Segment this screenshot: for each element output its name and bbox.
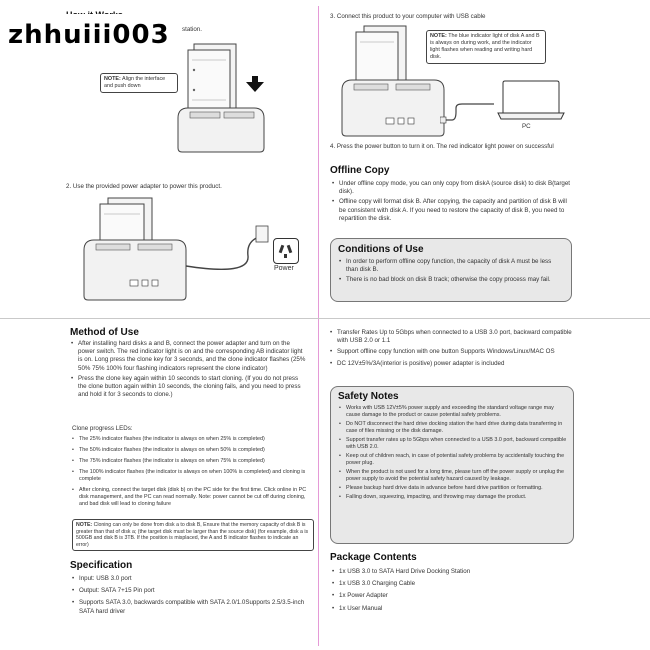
watermark-logo [0,14,180,56]
pc-label: PC [522,123,531,130]
method-item: • Press the clone key again within 10 seconds to start cloning. (If you do not press the clone button again within 10 seconds, the cloning fails, and you need to press and hold it for 3 seconds to clone.) [71,375,307,400]
offline-item: • Offline copy will format disk B. After copying, the capacity and partition of disk B will be consistent with disk A. If you need to restore the capacity of disk B, you need to repartition the disk. [332,198,574,223]
package-item: • 1x USB 3.0 Charging Cable [332,580,572,588]
outlet-slot-left [279,245,285,254]
led-item: • After cloning, connect the target disk (disk b) on the PC side for the first time. Click online in PC disk management, and the PC can read normally. Note: power cannot be cut off during cloning, and bad disk will lead to cloning failure [72,487,308,508]
note-text: Align the interface and push down [104,76,166,89]
method-of-use-title: Method of Use [70,327,139,338]
clone-leds-list [72,436,308,508]
package-item: • 1x Power Adapter [332,592,572,600]
safety-item: • Works with USB 12V±5% power supply and exceeding the standard voltage range may cause damage to the product or cause potential safety problems. [339,405,567,419]
usb-note-label: NOTE: [430,33,447,39]
conditions-list [339,258,563,285]
safety-notes-list [339,405,567,501]
led-item: • The 75% indicator flashes (the indicator is always on when 75% is completed) [72,458,308,465]
spec-item: • Output: SATA 7+15 Pin port [72,587,308,595]
offline-copy-title: Offline Copy [330,165,390,176]
outlet-slot-right [287,245,293,254]
page-divider-vertical [318,6,319,646]
spec-item: • Supports SATA 3.0, backwards compatible with SATA 2.0/1.0Supports 2.5/3.5-inch SATA hard driver [72,599,308,615]
safety-item: • Please backup hard drive data in advance before hard drive partition or formatting. [339,485,567,492]
package-item: • 1x User Manual [332,605,572,613]
safety-notes-box [330,386,574,544]
condition-item: • In order to perform offline copy function, the capacity of disk A must be less than disk B. [339,258,563,274]
usb-cable-illustration [440,102,500,132]
offline-item: • Under offline copy mode, you can only copy from diskA (source disk) to disk B(target disk). [332,180,574,196]
led-item: • The 25% indicator flashes (the indicator is always on when 25% is completed) [72,436,308,443]
safety-item: • Keep out of children reach, in case of potential safety problems by accidentally touching the power plug. [339,453,567,467]
power-label: Power [274,265,294,272]
insert-note [100,73,178,93]
outlet-ground [284,254,287,258]
spec-cont-item: • DC 12V±5%/3A(interior is positive) power adapter is included [330,360,574,368]
outlet-icon [273,238,299,264]
clone-note-text: Cloning can only be done from disk a to disk B, Ensure that the memory capacity of disk B is greater than that of disk a; (the target disk must be larger than the source disk) (for example, disk a is 500GB and disk B is 3TB. If the position is misplaced, the A and B indicator flashes to indicate an error) [76,522,309,548]
led-item: • The 50% indicator flashes (the indicator is always on when 50% is completed) [72,447,308,454]
spec-continued-list [330,329,574,368]
usb-note [426,30,546,64]
spec-cont-item: • Transfer Rates Up to 5Gbps when connected to a USB 3.0 port, backward compatible with USB 2.0 or 1.1 [330,329,574,345]
condition-item: • There is no bad block on disk B track; otherwise the copy process may fail. [339,276,563,284]
safety-item: • Support transfer rates up to 5Gbps when connected to a USB 3.0 port, backward compatible with USB 2.0. [339,437,567,451]
step1-tail-text: station. [182,26,202,33]
led-item: • The 100% indicator flashes (the indicator is always on when 100% is completed) and cloning is complete [72,469,308,483]
note-label: NOTE: [104,76,121,82]
spec-cont-item: • Support offline copy function with one button Supports Windows/Linux/MAC OS [330,348,574,356]
offline-copy-list [332,180,574,223]
step4-text: 4. Press the power button to turn it on. The red indicator light power on successful [330,143,554,150]
page-divider-horizontal [0,318,650,319]
method-list [71,340,307,399]
clone-leds-heading: Clone progress LEDs: [72,425,133,432]
safety-item: • When the product is not used for a long time, please turn off the power supply or unplug the power supply to avoid the potential safety hazard caused by leakage. [339,469,567,483]
watermark-text: zhhuiii003 [8,20,170,50]
dock-insert-illustration [172,40,272,155]
package-contents-list [332,568,572,613]
step3-text: 3. Connect this product to your computer with USB cable [330,13,486,20]
package-contents-title: Package Contents [330,552,417,563]
step2-text: 2. Use the provided power adapter to power this product. [66,183,222,190]
conditions-title: Conditions of Use [338,244,424,255]
method-item: • After installing hard disks a and B, connect the power adapter and turn on the power switch. The red indicator light is on and the corresponding AB indicator light is on. Long press the clone key for 3 seconds, and the clone indicator flashes (25% 50% 75% 100% four flashing indicators represent the clone indicator) [71,340,307,373]
safety-notes-title: Safety Notes [338,391,399,402]
conditions-box [330,238,572,302]
clone-note-label: NOTE: [76,522,93,528]
package-item: • 1x USB 3.0 to SATA Hard Drive Docking Station [332,568,572,576]
laptop-icon [497,79,565,125]
safety-item: • Do NOT disconnect the hard drive docking station the hard drive during data transferring in case of files missing or the disk damage. [339,421,567,435]
safety-item: • Falling down, squeezing, impacting, and throwing may damage the product. [339,494,567,501]
specification-list [72,575,308,616]
specification-title: Specification [70,560,133,571]
spec-item: • Input: USB 3.0 port [72,575,308,583]
clone-note [72,519,314,551]
usb-note-text: The blue indicator light of disk A and B is always on during work, and the indicator light flashes when reading and writing hard disk. [430,33,540,60]
